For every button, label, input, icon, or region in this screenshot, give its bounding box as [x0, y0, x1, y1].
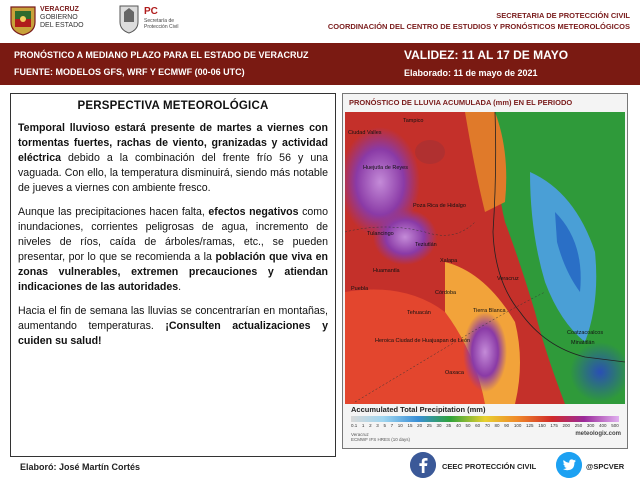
legend-tick: 200 [562, 423, 571, 428]
pc-logo-text: PC [144, 6, 158, 17]
coordinacion-label: COORDINACIÓN DEL CENTRO DE ESTUDIOS Y PRONÓSTICOS METEOROLÓGICOS [327, 22, 630, 31]
legend-tick: 3 [376, 423, 379, 428]
legend-tick: 400 [599, 423, 607, 428]
p3-b: ¡Consulten actualizaciones y cuiden su salud! [18, 320, 328, 347]
legend-tick: 25 [426, 423, 432, 428]
legend-tick: 150 [538, 423, 546, 428]
legend-tick: 60 [475, 423, 481, 428]
map-source [351, 432, 410, 442]
precipitation-map [345, 112, 625, 404]
city-label: Puebla [351, 286, 369, 292]
forecast-source: FUENTE: MODELOS GFS, WRF Y ECMWF (00-06 UTC) [14, 67, 245, 77]
state-name: VERACRUZ [40, 6, 79, 13]
legend-tick: 70 [484, 423, 490, 428]
legend-tick: 500 [611, 423, 619, 428]
precipitation-map-panel [342, 93, 628, 449]
pc-sub2: Protección Civil [144, 24, 179, 30]
facebook-icon[interactable] [410, 452, 436, 478]
issued-date: Elaborado: 11 de mayo de 2021 [404, 68, 538, 78]
p2-c: como inundaciones, corrientes peligrosas de agua, incremento de niveles de ríos, caída de árboles/ramas, etc., se pueden presentar, por lo que se recomienda a la [18, 206, 329, 263]
city-label: Tierra Blanca [473, 308, 506, 314]
legend-tick: 40 [455, 423, 461, 428]
legend-tick: 250 [574, 423, 583, 428]
secretaria-label: SECRETARIA DE PROTECCIÓN CIVIL [496, 11, 630, 20]
panel-heading: PERSPECTIVA METEOROLÓGICA [77, 100, 269, 112]
city-label: Coatzacoalcos [567, 330, 604, 336]
header-agency [328, 10, 630, 32]
p2-a: Aunque las precipitaciones hacen falta, [18, 206, 209, 218]
validity-period: VALIDEZ: 11 AL 17 DE MAYO [404, 48, 569, 62]
p2-e: . [178, 281, 182, 293]
legend-tick: 7 [390, 423, 394, 428]
pc-sub1: Secretaría de [144, 18, 175, 24]
map-title: PRONÓSTICO DE LLUVIA ACUMULADA (mm) EN EL PERIODO [343, 94, 627, 112]
p2-d: población que viva en zonas vulnerables, extremen precauciones y atiendan indicaciones de las autoridades [18, 251, 328, 293]
city-label: Tampico [403, 118, 424, 124]
city-label: Veracruz [497, 276, 519, 282]
city-label: Poza Rica de Hidalgo [413, 203, 466, 209]
city-label: Heroica Ciudad de Huajuapan de León [375, 338, 471, 344]
city-label: Tehuacán [407, 310, 431, 316]
outlook-paragraph-2 [18, 205, 328, 295]
city-label: Tulancingo [367, 231, 394, 237]
legend-tick: 50 [465, 423, 471, 428]
meteorological-outlook-panel [10, 93, 336, 457]
city-label: Huamantla [373, 268, 400, 274]
map-source-line2: ECMWF IFS HRES (10 days) [351, 437, 411, 442]
state-government-label [40, 6, 84, 30]
legend-tick: 5 [383, 423, 386, 428]
city-label: Oaxaca [445, 370, 464, 376]
state-sub1: GOBIERNO [40, 14, 78, 21]
state-sub2: DEL ESTADO [40, 22, 84, 29]
p3-a: Hacia el fin de semana las lluvias se concentrarían en montañas, aumentando temperaturas. [18, 305, 328, 332]
facebook-handle[interactable]: CEEC PROTECCIÓN CIVIL [442, 462, 537, 471]
city-label: Córdoba [435, 290, 457, 296]
legend-tick: 100 [513, 423, 522, 428]
outlook-paragraph-1 [18, 121, 328, 196]
map-source-line1: Veracruz [351, 432, 369, 437]
p2-b: efectos negativos [208, 206, 299, 218]
legend-tick: 35 [446, 423, 452, 428]
pc-subtitle [144, 18, 178, 30]
legend-tick: 90 [504, 423, 510, 428]
legend-tick: 30 [436, 423, 442, 428]
legend-tick: 175 [550, 423, 558, 428]
legend-ticks [351, 423, 619, 428]
city-label: Minatitlán [571, 340, 595, 346]
author-credit: Elaboró: José Martín Cortés [20, 462, 141, 472]
twitter-icon[interactable] [556, 452, 582, 478]
civil-protection-emblem-icon [118, 4, 140, 34]
precipitation-color-scale [351, 416, 619, 422]
legend-tick: 0.1 [351, 423, 358, 428]
veracruz-coat-of-arms-icon [8, 4, 38, 36]
forecast-title: PRONÓSTICO A MEDIANO PLAZO PARA EL ESTADO DE VERACRUZ [14, 50, 309, 60]
map-brand: meteologix.com [575, 431, 621, 437]
p1-rest: debido a la combinación del frente frío 56 y una vaguada. Con ello, la temperatura disminuirá, siendo más notable de jueves a viernes con ambiente fresco. [18, 152, 328, 194]
legend-tick: 300 [586, 423, 595, 428]
legend-tick: 125 [526, 423, 534, 428]
legend-tick: 80 [494, 423, 500, 428]
page-header [0, 0, 640, 40]
city-label: Xalapa [440, 258, 458, 264]
legend-tick: 15 [407, 423, 413, 428]
twitter-handle[interactable]: @SPCVER [586, 462, 625, 471]
p1-bold: Temporal lluvioso estará presente de martes a viernes con tormentas fuertes, rachas de viento, granizadas y actividad eléctrica [18, 122, 328, 164]
legend-tick: 1 [361, 423, 365, 428]
outlook-paragraph-3 [18, 304, 328, 349]
legend-tick: 10 [397, 423, 403, 428]
city-label: Ciudad Valles [348, 130, 382, 136]
city-label: Teziutlán [415, 242, 437, 248]
title-band [0, 43, 640, 85]
legend-tick: 2 [369, 423, 372, 428]
legend-tick: 20 [417, 423, 423, 428]
city-label: Huejutla de Reyes [363, 165, 408, 171]
legend-title: Accumulated Total Precipitation (mm) [351, 405, 486, 414]
